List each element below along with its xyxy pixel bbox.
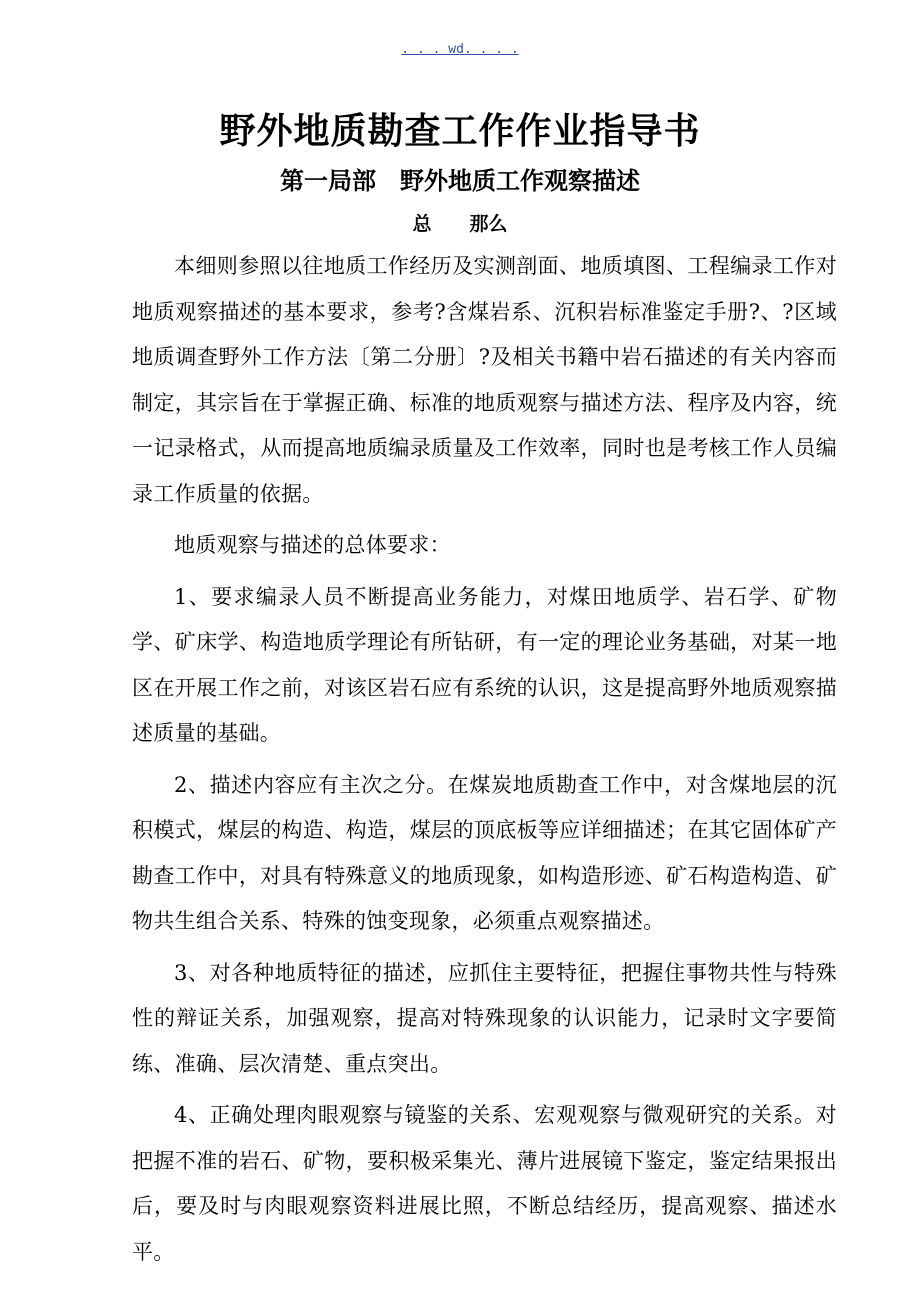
- paragraph-intro: 本细则参照以往地质工作经历及实测剖面、地质填图、工程编录工作对地质观察描述的基本要求，参考?含煤岩系、沉积岩标准鉴定手册?、?区域地质调查野外工作方法〔第二分册〕?及相关书籍中岩石描述的有关内容而制定，其宗旨在于掌握正确、标准的地质观察与描述方法、程序及内容，统一记录格式，从而提高地质编录质量及工作效率，同时也是考核工作人员编录工作质量的依据。: [132, 254, 837, 506]
- paragraph-item-2: 2、描述内容应有主次之分。在煤炭地质勘查工作中，对含煤地层的沉积模式，煤层的构造、构造，煤层的顶底板等应详细描述；在其它固体矿产勘查工作中，对具有特殊意义的地质现象，如构造形迹、矿石构造构造、矿物共生组合关系、特殊的蚀变现象，必须重点观察描述。: [132, 772, 837, 933]
- document-body: [132, 244, 837, 1275]
- paragraph-requirements-lead: 地质观察与描述的总体要求：: [174, 533, 451, 557]
- paragraph-item-3: 3、对各种地质特征的描述，应抓住主要特征，把握住事物共性与特殊性的辩证关系，加强观察，提高对特殊现象的认识能力，记录时文字要简练、准确、层次清楚、重点突出。: [132, 960, 837, 1076]
- section-heading: 总 那么: [412, 213, 508, 235]
- header-watermark: . . . wd. . . .: [401, 42, 519, 57]
- paragraph-item-1: 1、要求编录人员不断提高业务能力，对煤田地质学、岩石学、矿物学、矿床学、构造地质学理论有所钻研，有一定的理论业务基础，对某一地区在开展工作之前，对该区岩石应有系统的认识，这是提高野外地质观察描述质量的基础。: [132, 584, 837, 745]
- part-subtitle: 第一局部 野外地质工作观察描述: [280, 166, 640, 195]
- document-title: 野外地质勘查工作作业指导书: [219, 110, 701, 152]
- paragraph-item-4: 4、正确处理肉眼观察与镜鉴的关系、宏观观察与微观研究的关系。对把握不准的岩石、矿物，要积极采集光、薄片进展镜下鉴定，鉴定结果报出后，要及时与肉眼观察资料进展比照，不断总结经历，提高观察、描述水平。: [132, 1103, 837, 1264]
